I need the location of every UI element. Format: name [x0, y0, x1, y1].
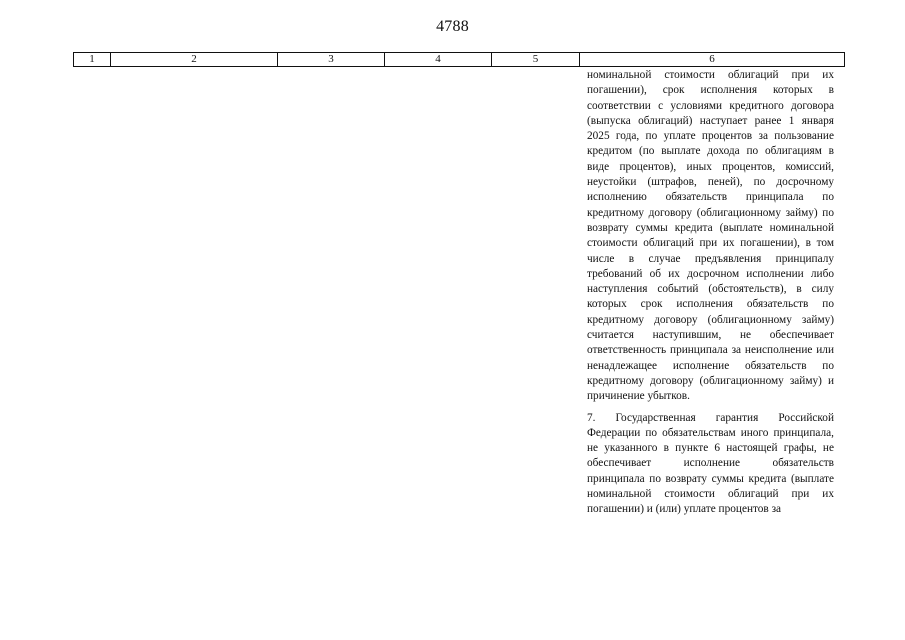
column-6-text [587, 68, 834, 518]
page-number: 4788 [436, 18, 469, 35]
column-header-5: 5 [492, 53, 580, 67]
column-header-6: 6 [580, 53, 845, 67]
column-6-paragraph-continuation: номинальной стоимости облигаций при их погашении), срок исполнения которых в соответствии с условиями кредитного договора (выпуска облигаций) наступает ранее 1 января 2025 года, по уплате процентов за пользование кредитом (по выплате дохода по облигациям в виде процентов), иных процентов, комиссий, неустойки (штрафов, пеней), по досрочному исполнению обязательств принципала по кредитному договору (облигационному займу) по возврату суммы кредита (выплате номинальной стоимости облигаций при их погашении), в том числе в случае предъявления принципалу требований об их досрочном исполнении либо наступления событий (обстоятельств), в силу которых срок исполнения обязательств по кредитному договору (облигационному займу) считается наступившим, не обеспечивает ответственность принципала за неисполнение или ненадлежащее исполнение обязательств по кредитному договору (облигационному займу) и причинение убытков. [587, 69, 834, 403]
column-header-2: 2 [111, 53, 278, 67]
column-header-3: 3 [278, 53, 385, 67]
column-header-row [74, 53, 845, 67]
column-header-table [73, 52, 845, 67]
column-6-paragraph-7: 7. Государственная гарантия Российской Федерации по обязательствам иного принципала, не указанного в пункте 6 настоящей графы, не обеспечивает исполнение обязательств принципала по возврату суммы кредита (выплате номинальной стоимости облигаций при их погашении) и (или) уплате процентов за [587, 411, 834, 516]
column-header-1: 1 [74, 53, 111, 67]
column-header-4: 4 [385, 53, 492, 67]
